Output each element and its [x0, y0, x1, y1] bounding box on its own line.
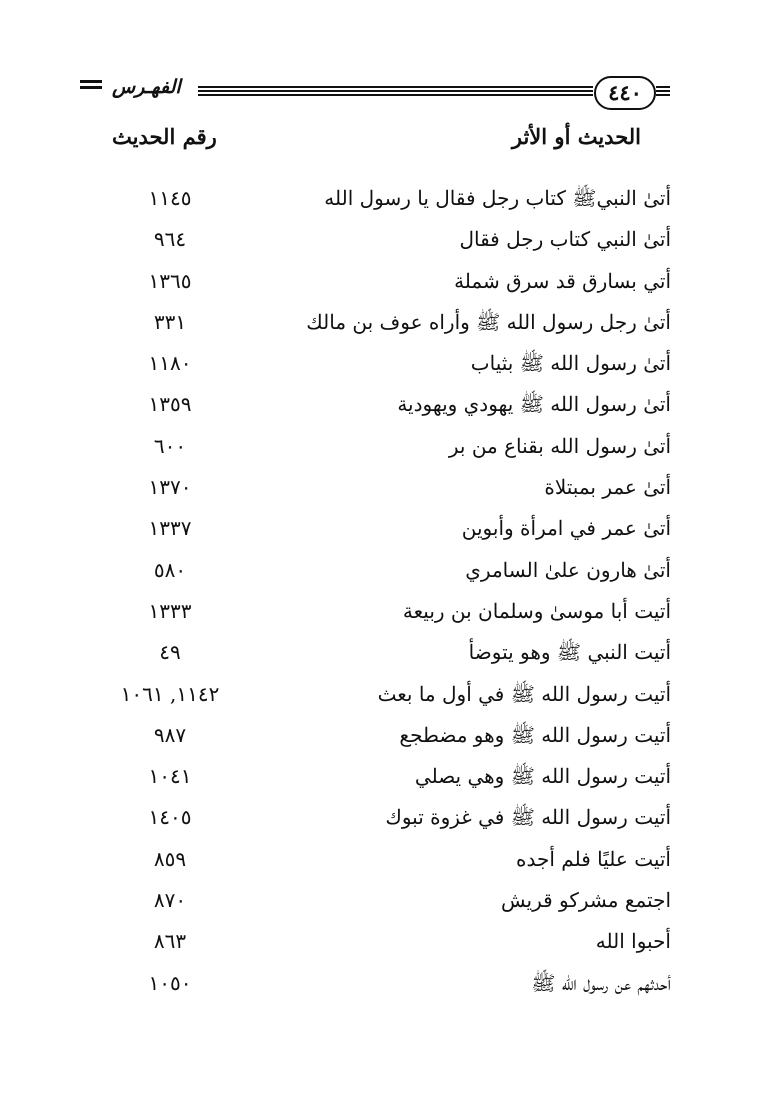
index-row — [0, 222, 769, 263]
hadith-text: أتىٰ النبي كتاب رجل فقال — [459, 227, 671, 252]
index-row — [0, 346, 769, 387]
hadith-number: ٤٩ — [159, 640, 181, 665]
index-row — [0, 181, 769, 222]
hadith-number: ٨٧٠ — [153, 888, 187, 913]
hadith-text: أتىٰ رسول الله ﷺ يهودي ويهودية — [397, 392, 671, 417]
hadith-text: أتيت النبي ﷺ وهو يتوضأ — [468, 640, 671, 665]
hadith-number: ١٣٣٣ — [148, 598, 192, 623]
hadith-text: أتي بسارق قد سرق شملة — [454, 268, 671, 293]
hadith-text: أتىٰ عمر بمبتلاة — [544, 475, 671, 500]
header-rule — [198, 86, 593, 96]
hadith-number: ١٠٥٠ — [148, 970, 192, 995]
index-row — [0, 800, 769, 841]
index-row — [0, 594, 769, 635]
hadith-number: ١٣٥٩ — [148, 392, 192, 417]
index-row — [0, 759, 769, 800]
hadith-number: ١٠٤١ — [148, 764, 192, 789]
hadith-text: أتىٰ هارون علىٰ السامري — [465, 557, 671, 582]
hadith-text: أتىٰ رسول الله ﷺ بثياب — [470, 351, 671, 376]
running-title: الفهـرس — [112, 76, 181, 98]
hadith-number: ٨٦٣ — [153, 929, 187, 954]
hadith-number: ٩٨٧ — [153, 722, 187, 747]
hadith-number: ١٣٧٠ — [148, 475, 192, 500]
index-row — [0, 305, 769, 346]
index-row — [0, 635, 769, 676]
index-row — [0, 264, 769, 305]
hadith-number: ١١٨٠ — [148, 351, 192, 376]
hadith-number: ١١٤٢, ١٠٦١ — [120, 681, 220, 706]
index-row — [0, 677, 769, 718]
hadith-text: اجتمع مشركو قريش — [501, 888, 671, 913]
hadith-text: أتيت رسول الله ﷺ وهو مضطجع — [399, 722, 671, 747]
index-row — [0, 387, 769, 428]
hadith-number: ٦٠٠ — [153, 433, 187, 458]
index-row — [0, 511, 769, 552]
hadith-text: أتىٰ رجل رسول الله ﷺ وأراه عوف بن مالك — [306, 309, 671, 334]
hadith-text: أتيت عليًا فلم أجده — [516, 846, 671, 871]
index-row — [0, 924, 769, 965]
page-number: ٤٤٠ — [594, 76, 656, 110]
hadith-text: أتيت رسول الله ﷺ في غزوة تبوك — [385, 805, 671, 830]
index-row — [0, 429, 769, 470]
hadith-number: ٣٣١ — [153, 309, 187, 334]
hadith-text: أتىٰ رسول الله بقناع من بر — [448, 433, 671, 458]
hadith-text: أتيت أبا موسىٰ وسلمان بن ربيعة — [402, 598, 671, 623]
index-list — [0, 181, 769, 1007]
page-header — [0, 70, 769, 120]
hadith-number: ١٤٠٥ — [148, 805, 192, 830]
index-row — [0, 553, 769, 594]
hadith-text: أتيت رسول الله ﷺ في أول ما بعث — [377, 681, 671, 706]
index-row — [0, 966, 769, 1007]
hadith-number: ١١٤٥ — [148, 186, 192, 210]
hadith-text: أتيت رسول الله ﷺ وهي يصلي — [414, 764, 671, 789]
index-row — [0, 718, 769, 759]
hadith-number: ١٣٣٧ — [148, 516, 192, 541]
header-rule-tail — [656, 86, 670, 96]
hadith-number: ٩٦٤ — [153, 227, 187, 252]
hadith-number: ٥٨٠ — [153, 557, 187, 582]
header-ornament-left — [80, 80, 102, 92]
hadith-text: أتىٰ النبيﷺ كتاب رجل فقال يا رسول الله — [324, 186, 671, 210]
hadith-number: ٨٥٩ — [153, 846, 187, 871]
column-header-hadith: الحديث أو الأثر — [511, 124, 641, 149]
index-row — [0, 842, 769, 883]
hadith-text: أحبوا الله — [595, 929, 671, 954]
index-row — [0, 470, 769, 511]
hadith-text: أتىٰ عمر في امرأة وأبوين — [461, 516, 671, 541]
hadith-text: أحدثهم عن رسول الله ﷺ — [531, 970, 671, 995]
hadith-number: ١٣٦٥ — [148, 268, 192, 293]
index-row — [0, 883, 769, 924]
column-header-number: رقم الحديث — [112, 124, 217, 149]
